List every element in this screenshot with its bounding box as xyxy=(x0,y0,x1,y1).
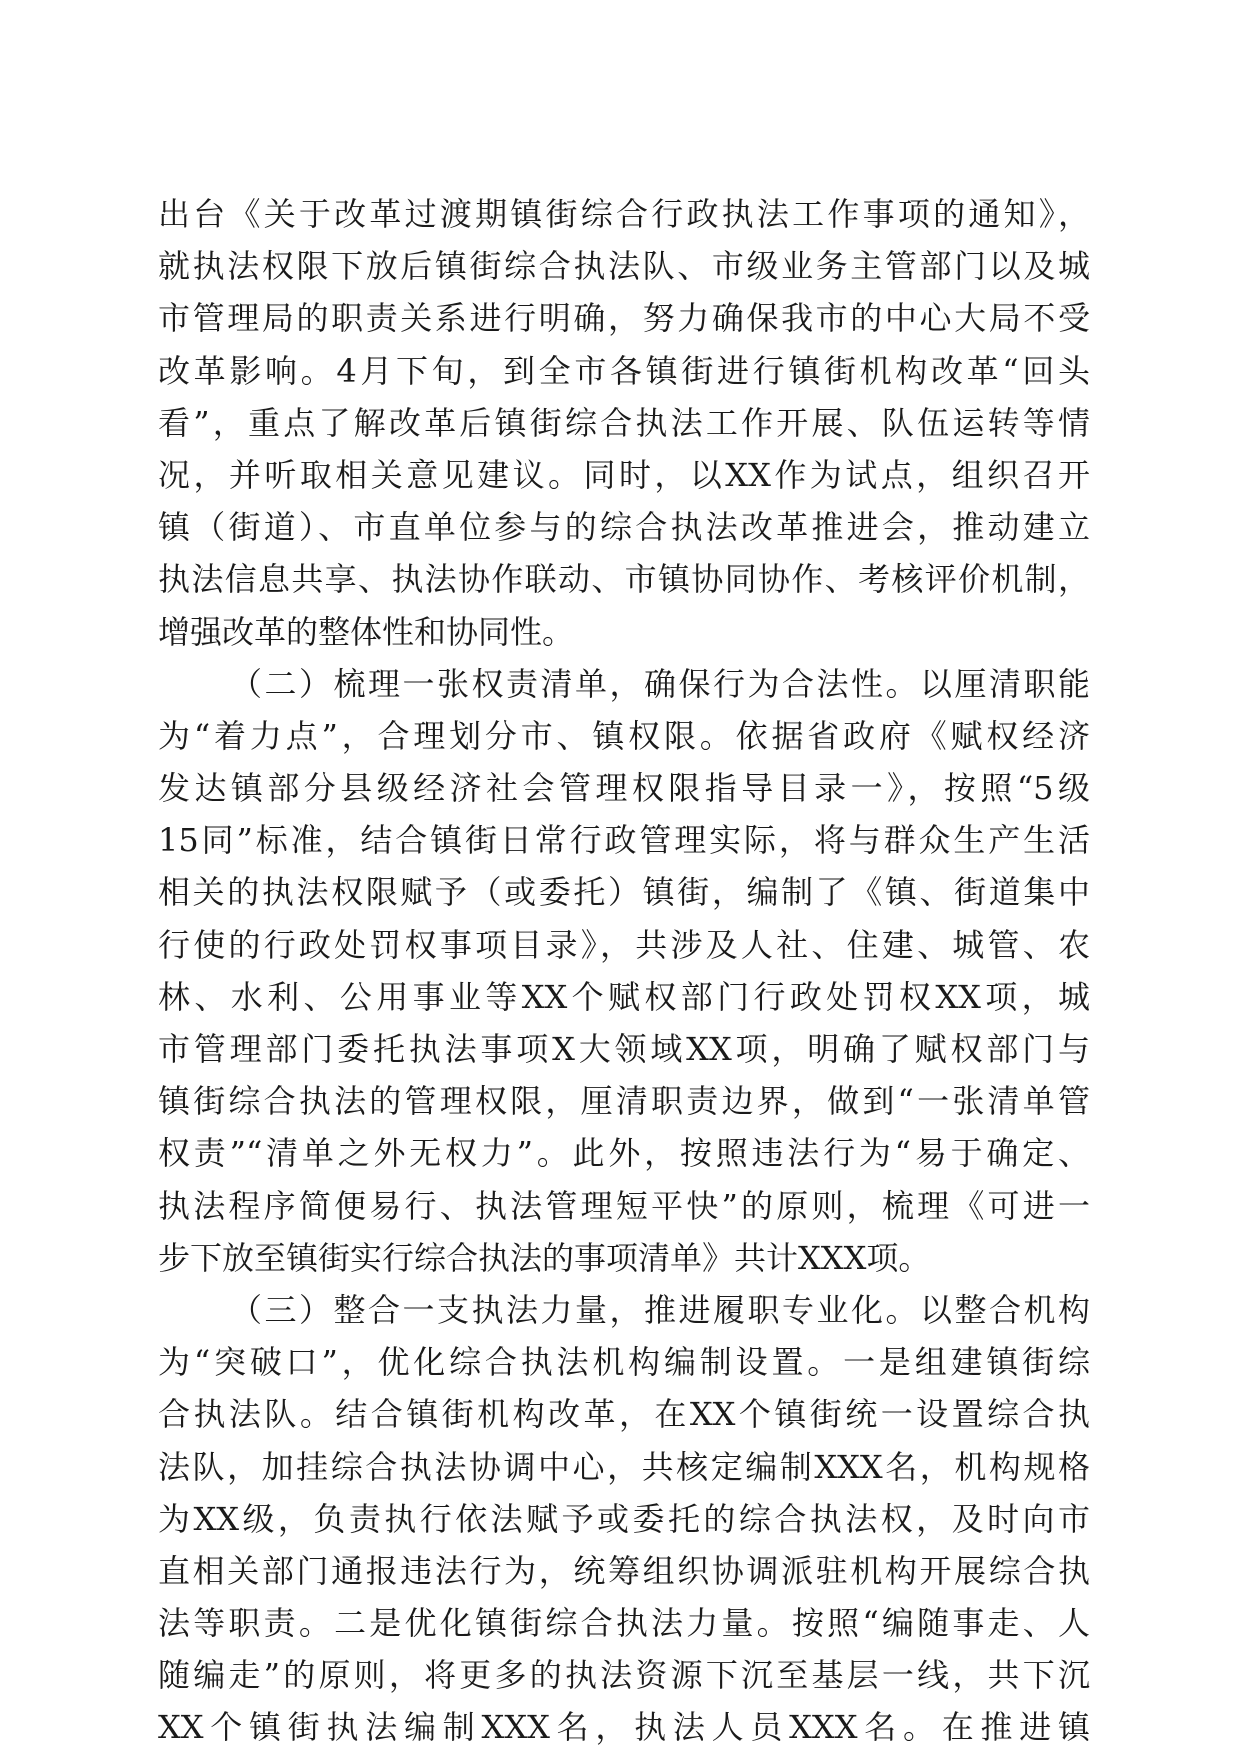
text-line: 直相关部门通报违法行为，统筹组织协调派驻机构开展综合执 xyxy=(158,1551,1090,1590)
text-line: 看”，重点了解改革后镇街综合执法工作开展、队伍运转等情 xyxy=(158,403,1090,442)
document-body xyxy=(158,188,1090,1754)
text-line: 就执法权限下放后镇街综合执法队、市级业务主管部门以及城 xyxy=(158,247,1090,286)
text-line: 市管理部门委托执法事项X大领域XX项，明确了赋权部门与 xyxy=(158,1030,1090,1068)
text-line: 15同”标准，结合镇街日常行政管理实际，将与群众生产生活 xyxy=(158,821,1090,860)
text-line: 为“着力点”，合理划分市、镇权限。依据省政府《赋权经济 xyxy=(158,716,1090,755)
section-heading-line: （二）梳理一张权责清单，确保行为合法性。以厘清职能 xyxy=(230,664,1090,703)
text-line: 出台《关于改革过渡期镇街综合行政执法工作事项的通知》， xyxy=(158,195,1090,233)
text-line: 为XX级，负责执行依法赋予或委托的综合执法权，及时向市 xyxy=(158,1499,1090,1538)
text-line: XX个镇街执法编制XXX名，执法人员XXX名。在推进镇 xyxy=(158,1708,1090,1747)
text-line: 镇（街道）、市直单位参与的综合执法改革推进会，推动建立 xyxy=(158,508,1090,547)
text-line: 执法程序简便易行、执法管理短平快”的原则，梳理《可进一 xyxy=(158,1186,1090,1225)
text-line: 法等职责。二是优化镇街综合执法力量。按照“编随事走、人 xyxy=(158,1604,1090,1643)
text-line: 市管理局的职责关系进行明确，努力确保我市的中心大局不受 xyxy=(158,299,1090,338)
text-line: 合执法队。结合镇街机构改革，在XX个镇街统一设置综合执 xyxy=(158,1395,1090,1434)
text-line: 为“突破口”，优化综合执法机构编制设置。一是组建镇街综 xyxy=(158,1343,1090,1382)
text-line: 权责”“清单之外无权力”。此外，按照违法行为“易于确定、 xyxy=(158,1134,1090,1173)
text-line: 随编走”的原则，将更多的执法资源下沉至基层一线，共下沉 xyxy=(158,1656,1090,1695)
text-line: 发达镇部分县级经济社会管理权限指导目录一》，按照“5级 xyxy=(158,769,1090,808)
text-line: 相关的执法权限赋予（或委托）镇街，编制了《镇、街道集中 xyxy=(158,873,1090,912)
text-line: 改革影响。4月下旬，到全市各镇街进行镇街机构改革“回头 xyxy=(158,351,1090,390)
text-line: 步下放至镇街实行综合执法的事项清单》共计XXX项。 xyxy=(158,1238,931,1277)
text-line: 林、水利、公用事业等XX个赋权部门行政处罚权XX项，城 xyxy=(158,977,1090,1016)
text-line: 法队，加挂综合执法协调中心，共核定编制XXX名，机构规格 xyxy=(158,1447,1090,1486)
text-line: 镇街综合执法的管理权限，厘清职责边界，做到“一张清单管 xyxy=(158,1082,1090,1121)
section-heading-line: （三）整合一支执法力量，推进履职专业化。以整合机构 xyxy=(230,1290,1090,1329)
text-line: 执法信息共享、执法协作联动、市镇协同协作、考核评价机制， xyxy=(158,560,1090,599)
text-line: 增强改革的整体性和协同性。 xyxy=(158,612,575,651)
text-line: 行使的行政处罚权事项目录》，共涉及人社、住建、城管、农 xyxy=(158,925,1090,964)
text-line: 况，并听取相关意见建议。同时，以XX作为试点，组织召开 xyxy=(158,455,1090,494)
